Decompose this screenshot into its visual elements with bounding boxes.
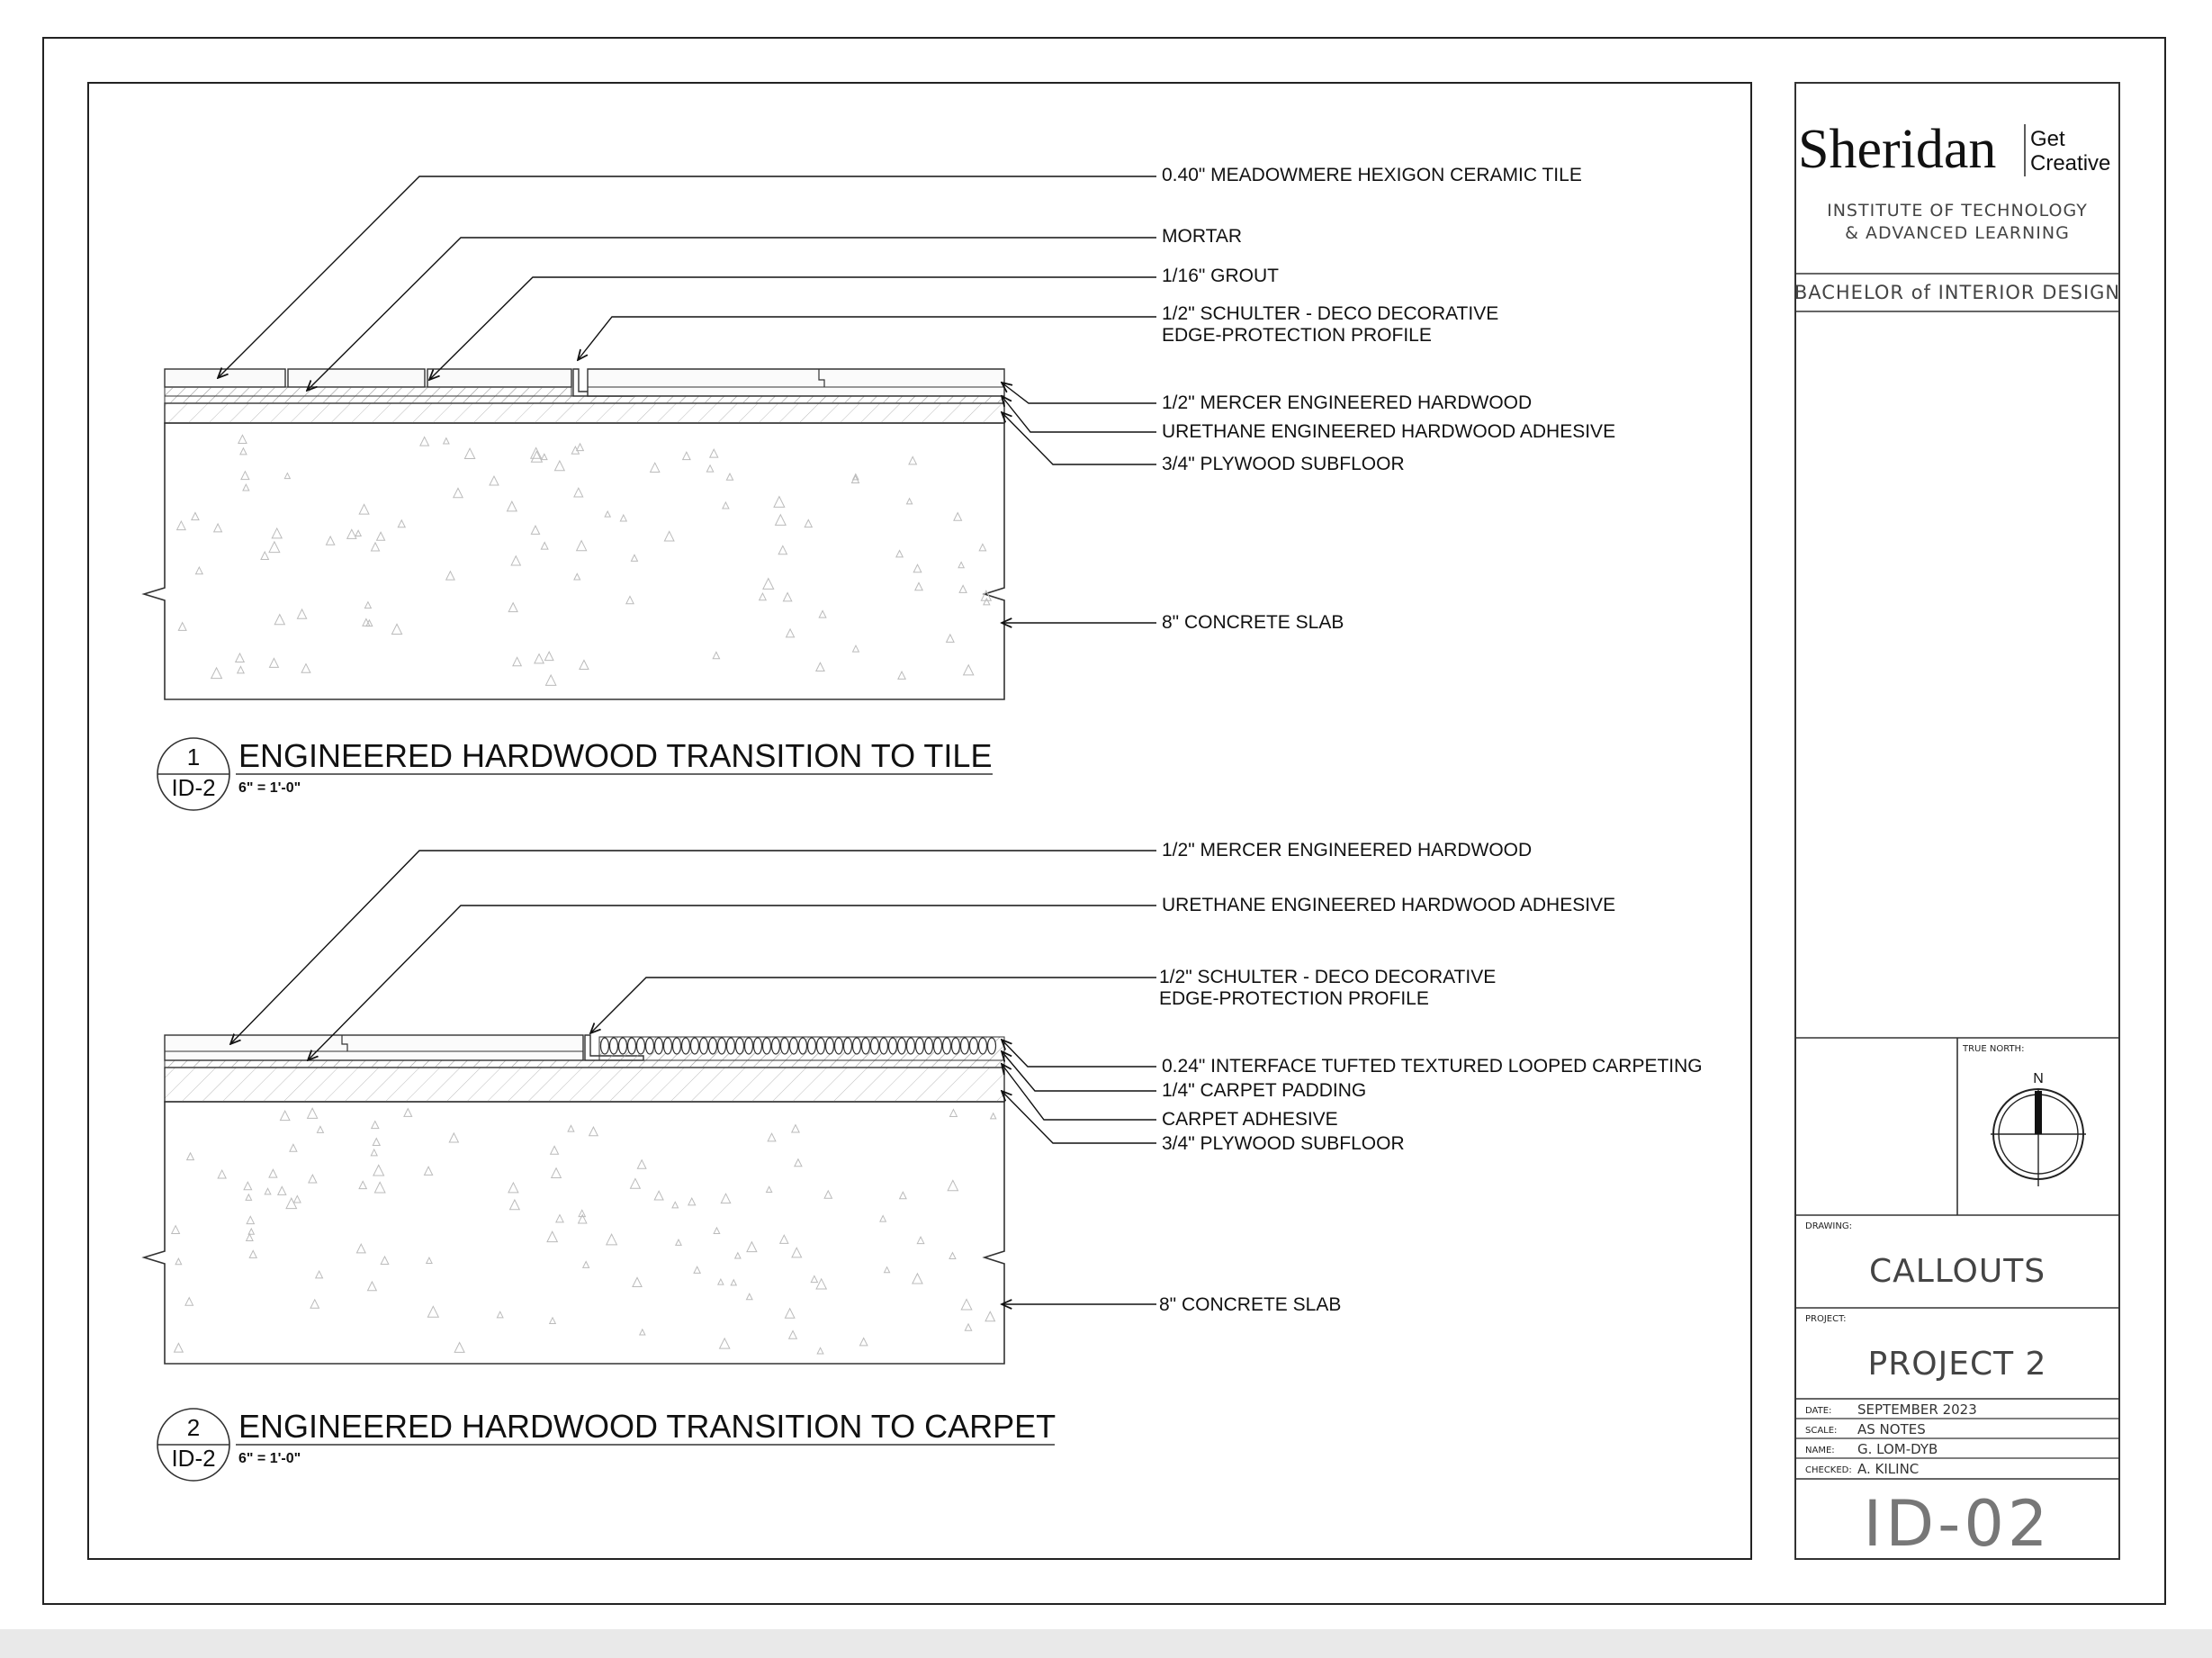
carpet-loop [709,1038,717,1054]
carpet-loop [952,1038,960,1054]
detail-sheet-ref: ID-2 [171,1445,216,1472]
callout-label: EDGE-PROTECTION PROFILE [1159,988,1429,1009]
detail-scale: 6" = 1'-0" [238,1451,301,1466]
hardwood-layer-2 [165,1035,583,1060]
carpet-loop [871,1038,879,1054]
carpet-loop [799,1038,807,1054]
carpet-loop [718,1038,726,1054]
info-label: DATE: [1805,1406,1832,1416]
carpet-loop [826,1038,834,1054]
detail-title: ENGINEERED HARDWOOD TRANSITION TO TILE [238,737,993,774]
carpet-loop [979,1038,987,1054]
info-value: AS NOTES [1857,1421,1926,1437]
plywood-subfloor-2 [165,1068,1004,1102]
carpet-loop [745,1038,753,1054]
concrete-slab-2 [144,1102,1004,1364]
detail-number: 1 [186,743,201,770]
carpet-loop [880,1038,888,1054]
carpet-loop [862,1038,870,1054]
detail-title: ENGINEERED HARDWOOD TRANSITION TO CARPET [238,1408,1057,1445]
callout-label: 1/16" GROUT [1162,266,1279,286]
carpet-loop [727,1038,735,1054]
carpet-loop [943,1038,951,1054]
carpet-loop [763,1038,771,1054]
institute-line-1: INSTITUTE OF TECHNOLOGY [1827,201,2088,221]
carpet-loop [691,1038,699,1054]
drawing-label: DRAWING: [1805,1221,1852,1231]
carpet-loop [619,1038,627,1054]
carpet-loop [736,1038,744,1054]
carpet-loop [988,1038,996,1054]
carpet-loop [610,1038,618,1054]
adhesive-layer-1 [165,396,1004,403]
callout-label: 8" CONCRETE SLAB [1162,612,1344,633]
sheridan-logo: Sheridan [1798,119,1997,180]
callout-label: URETHANE ENGINEERED HARDWOOD ADHESIVE [1162,421,1616,442]
detail-scale: 6" = 1'-0" [238,780,301,796]
callout-label: MORTAR [1162,226,1243,247]
carpet-loop [700,1038,708,1054]
carpet-loop [853,1038,861,1054]
logo-tag-line-2: Creative [2030,151,2111,176]
project-label: PROJECT: [1805,1314,1847,1324]
carpet-loop [961,1038,969,1054]
adhesive-layer-2 [165,1060,1004,1068]
carpet-loop [934,1038,942,1054]
callout-label: 1/2" MERCER ENGINEERED HARDWOOD [1162,840,1533,861]
callout-label: CARPET ADHESIVE [1162,1109,1338,1130]
concrete-slab-1 [144,423,1004,699]
institute-line-2: & ADVANCED LEARNING [1845,223,2070,243]
callout-label: 1/4" CARPET PADDING [1162,1080,1367,1101]
info-value: G. LOM-DYB [1857,1441,1938,1457]
detail-sheet-ref: ID-2 [171,774,216,801]
carpet-loop [916,1038,924,1054]
detail-number: 2 [186,1414,201,1441]
info-value: A. KILINC [1857,1461,1920,1477]
callout-label: 1/2" SCHULTER - DECO DECORATIVE [1162,303,1499,324]
drawing-name: CALLOUTS [1868,1253,2046,1290]
carpet-loop [808,1038,816,1054]
carpet-layer [599,1037,1004,1060]
callout-label: 3/4" PLYWOOD SUBFLOOR [1162,454,1405,474]
carpet-loop [781,1038,789,1054]
carpet-loop [844,1038,852,1054]
carpet-loop [664,1038,672,1054]
program-name: BACHELOR of INTERIOR DESIGN [1794,282,2121,303]
callout-label: 0.40" MEADOWMERE HEXIGON CERAMIC TILE [1162,165,1582,185]
sheet-number: ID-02 [1863,1487,2052,1561]
carpet-loop [817,1038,825,1054]
carpet-loop [673,1038,681,1054]
callout-label: 3/4" PLYWOOD SUBFLOOR [1162,1133,1405,1154]
carpet-loop [628,1038,636,1054]
callout-label: 0.24" INTERFACE TUFTED TEXTURED LOOPED CARPETING [1162,1056,1703,1077]
carpet-loop [601,1038,609,1054]
callout-label: 1/2" SCHULTER - DECO DECORATIVE [1159,967,1497,987]
carpet-loop [925,1038,933,1054]
carpet-loop [889,1038,897,1054]
callout-label: 1/2" MERCER ENGINEERED HARDWOOD [1162,392,1533,413]
title-block [1794,83,2120,1561]
tile-layer [165,369,571,396]
callout-label: EDGE-PROTECTION PROFILE [1162,325,1432,346]
carpet-loop [835,1038,843,1054]
hardwood-layer-1 [588,369,1004,396]
project-name: PROJECT 2 [1867,1346,2047,1383]
carpet-loop [754,1038,762,1054]
carpet-loop [655,1038,663,1054]
carpet-loop [790,1038,798,1054]
carpet-loop [907,1038,915,1054]
carpet-loop [646,1038,654,1054]
carpet-loop [898,1038,906,1054]
info-label: CHECKED: [1805,1465,1852,1475]
true-north-label: TRUE NORTH: [1963,1044,2025,1054]
carpet-loop [682,1038,690,1054]
info-label: NAME: [1805,1446,1835,1455]
plywood-subfloor-1 [165,403,1004,423]
logo-tag-line-1: Get [2030,127,2065,151]
carpet-loop [772,1038,780,1054]
callout-label: 8" CONCRETE SLAB [1159,1294,1342,1315]
north-letter: N [2033,1071,2044,1086]
carpet-loop [970,1038,978,1054]
info-label: SCALE: [1805,1426,1838,1436]
callout-label: URETHANE ENGINEERED HARDWOOD ADHESIVE [1162,895,1616,915]
info-value: SEPTEMBER 2023 [1857,1401,1977,1418]
carpet-loop [637,1038,645,1054]
